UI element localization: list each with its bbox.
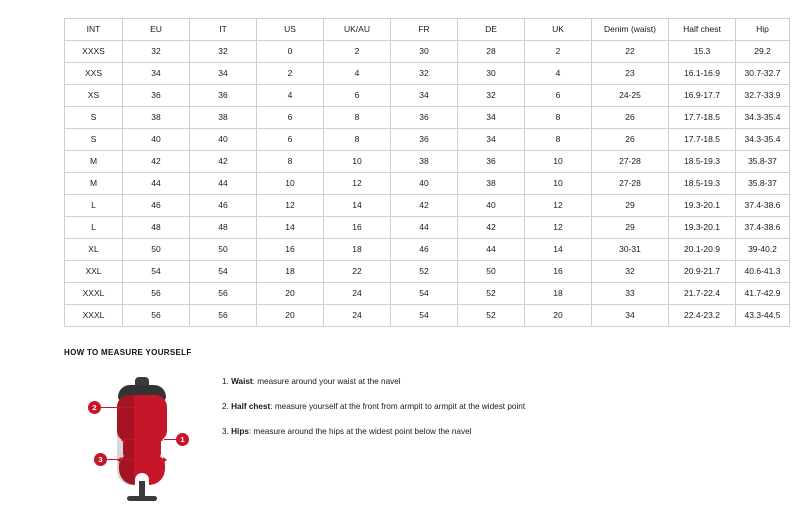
how-to-measure-title: HOW TO MEASURE YOURSELF (64, 348, 192, 357)
size-cell: 37.4-38.6 (736, 195, 790, 217)
column-header-int: INT (65, 19, 123, 41)
size-cell: 48 (123, 217, 190, 239)
size-cell: 16.9-17.7 (669, 85, 736, 107)
table-row (65, 151, 790, 173)
mannequin-stand-pole (139, 481, 145, 497)
size-cell: 28 (458, 41, 525, 63)
size-cell: 2 (324, 41, 391, 63)
size-cell-int: L (65, 195, 123, 217)
size-cell: 40.6-41.3 (736, 261, 790, 283)
size-chart-header (65, 19, 790, 41)
size-cell: 20 (257, 283, 324, 305)
measure-step-term: Half chest (231, 401, 271, 411)
size-cell: 10 (257, 173, 324, 195)
size-cell: 34.3-35.4 (736, 107, 790, 129)
size-cell: 29 (592, 217, 669, 239)
measure-step-text: : measure around your waist at the navel (252, 377, 401, 386)
size-cell: 27-28 (592, 173, 669, 195)
size-cell: 24 (324, 305, 391, 327)
size-cell: 54 (123, 261, 190, 283)
size-cell: 54 (190, 261, 257, 283)
size-cell: 40 (391, 173, 458, 195)
size-cell: 52 (391, 261, 458, 283)
size-cell: 38 (458, 173, 525, 195)
size-cell-int: XXS (65, 63, 123, 85)
how-to-measure-body (64, 367, 734, 501)
size-cell: 36 (391, 129, 458, 151)
size-cell: 40 (123, 129, 190, 151)
size-cell: 46 (190, 195, 257, 217)
size-cell: 17.7-18.5 (669, 129, 736, 151)
column-header-eu: EU (123, 19, 190, 41)
measure-step-number: 1. (222, 377, 229, 386)
column-header-it: IT (190, 19, 257, 41)
size-cell: 42 (458, 217, 525, 239)
table-row (65, 129, 790, 151)
size-cell: 22 (324, 261, 391, 283)
size-cell: 16 (324, 217, 391, 239)
size-cell-int: XL (65, 239, 123, 261)
size-cell: 35.8-37 (736, 173, 790, 195)
size-cell: 20 (525, 305, 592, 327)
size-cell: 56 (190, 283, 257, 305)
size-cell: 32 (592, 261, 669, 283)
size-chart-table-wrap (64, 18, 781, 327)
measure-step-term: Hips (231, 426, 249, 436)
size-cell: 46 (123, 195, 190, 217)
size-cell: 20 (257, 305, 324, 327)
size-cell: 16 (257, 239, 324, 261)
size-cell: 36 (391, 107, 458, 129)
table-row (65, 63, 790, 85)
size-cell: 42 (123, 151, 190, 173)
size-cell: 34 (458, 107, 525, 129)
size-cell: 36 (190, 85, 257, 107)
size-cell: 20.1-20.9 (669, 239, 736, 261)
size-cell: 38 (190, 107, 257, 129)
size-cell: 4 (257, 85, 324, 107)
size-cell-int: S (65, 129, 123, 151)
size-cell: 52 (458, 283, 525, 305)
size-cell: 43.3-44.5 (736, 305, 790, 327)
size-cell: 2 (525, 41, 592, 63)
column-header-half-chest: Half chest (669, 19, 736, 41)
size-cell: 35.8-37 (736, 151, 790, 173)
marker-2-leader-line (101, 407, 117, 408)
size-cell: 18.5-19.3 (669, 151, 736, 173)
size-cell: 8 (525, 107, 592, 129)
marker-3-leader-line (107, 459, 119, 460)
table-row (65, 107, 790, 129)
mannequin-stand-base (127, 496, 157, 501)
size-cell: 34 (391, 85, 458, 107)
size-cell: 17.7-18.5 (669, 107, 736, 129)
size-cell: 6 (257, 129, 324, 151)
table-header-row (65, 19, 790, 41)
size-cell: 34 (123, 63, 190, 85)
column-header-uk: UK (525, 19, 592, 41)
how-to-measure-section (64, 348, 734, 501)
size-cell: 12 (525, 217, 592, 239)
size-cell: 8 (525, 129, 592, 151)
size-cell: 34 (190, 63, 257, 85)
size-cell: 6 (525, 85, 592, 107)
size-cell: 48 (190, 217, 257, 239)
measure-step-number: 2. (222, 401, 229, 411)
size-cell: 12 (257, 195, 324, 217)
column-header-denim-waist: Denim (waist) (592, 19, 669, 41)
size-cell: 42 (391, 195, 458, 217)
size-cell: 24 (324, 283, 391, 305)
size-cell: 18 (257, 261, 324, 283)
size-cell: 19.3-20.1 (669, 195, 736, 217)
size-cell: 56 (190, 305, 257, 327)
size-cell: 14 (324, 195, 391, 217)
size-cell: 30 (458, 63, 525, 85)
size-cell: 6 (324, 85, 391, 107)
measure-steps-list (222, 377, 734, 452)
size-cell: 42 (190, 151, 257, 173)
table-row (65, 283, 790, 305)
size-cell: 24-25 (592, 85, 669, 107)
size-cell: 40 (190, 129, 257, 151)
size-cell: 40 (458, 195, 525, 217)
size-cell: 50 (190, 239, 257, 261)
size-cell: 12 (324, 173, 391, 195)
table-row (65, 41, 790, 63)
size-cell: 22.4-23.2 (669, 305, 736, 327)
size-cell: 18.5-19.3 (669, 173, 736, 195)
measure-step (222, 402, 734, 412)
size-cell-int: XXXL (65, 283, 123, 305)
size-cell: 38 (391, 151, 458, 173)
size-cell: 22 (592, 41, 669, 63)
size-cell: 32.7-33.9 (736, 85, 790, 107)
size-cell: 27-28 (592, 151, 669, 173)
measure-step-term: Waist (231, 377, 253, 386)
size-cell: 6 (257, 107, 324, 129)
size-cell: 2 (257, 63, 324, 85)
size-cell: 50 (458, 261, 525, 283)
waist-measure-arrow-icon (122, 439, 162, 440)
size-cell: 50 (123, 239, 190, 261)
size-cell: 16.1-16.9 (669, 63, 736, 85)
size-cell: 33 (592, 283, 669, 305)
size-cell-int: L (65, 217, 123, 239)
table-row (65, 217, 790, 239)
size-cell: 32 (391, 63, 458, 85)
size-cell: 36 (458, 151, 525, 173)
table-row (65, 85, 790, 107)
measure-step-text: : measure around the hips at the widest point below the navel (248, 426, 472, 436)
size-cell-int: S (65, 107, 123, 129)
size-cell: 18 (525, 283, 592, 305)
size-cell: 19.3-20.1 (669, 217, 736, 239)
size-cell-int: XS (65, 85, 123, 107)
size-cell: 26 (592, 129, 669, 151)
size-cell: 34 (458, 129, 525, 151)
size-cell-int: M (65, 151, 123, 173)
size-cell: 14 (525, 239, 592, 261)
size-cell: 30-31 (592, 239, 669, 261)
size-cell: 39-40.2 (736, 239, 790, 261)
size-cell-int: M (65, 173, 123, 195)
size-cell: 29.2 (736, 41, 790, 63)
table-row (65, 173, 790, 195)
size-cell: 34.3-35.4 (736, 129, 790, 151)
size-cell: 34 (592, 305, 669, 327)
size-cell: 54 (391, 305, 458, 327)
size-cell: 44 (458, 239, 525, 261)
size-cell: 12 (525, 195, 592, 217)
size-cell: 44 (391, 217, 458, 239)
marker-badge-2: 2 (88, 401, 101, 414)
table-row (65, 305, 790, 327)
size-cell: 10 (525, 151, 592, 173)
table-row (65, 239, 790, 261)
size-cell: 4 (324, 63, 391, 85)
size-cell: 8 (324, 129, 391, 151)
size-cell: 56 (123, 305, 190, 327)
size-cell: 14 (257, 217, 324, 239)
size-cell: 10 (324, 151, 391, 173)
marker-badge-1: 1 (176, 433, 189, 446)
column-header-us: US (257, 19, 324, 41)
size-cell: 8 (324, 107, 391, 129)
size-cell-int: XXXS (65, 41, 123, 63)
size-cell: 54 (391, 283, 458, 305)
size-cell: 37.4-38.6 (736, 217, 790, 239)
measure-step (222, 427, 734, 437)
size-cell: 0 (257, 41, 324, 63)
hip-measure-arrow-icon (118, 459, 166, 460)
size-cell-int: XXL (65, 261, 123, 283)
size-cell: 41.7-42.9 (736, 283, 790, 305)
size-chart-table (64, 18, 790, 327)
size-cell: 36 (123, 85, 190, 107)
size-cell: 26 (592, 107, 669, 129)
size-cell: 15.3 (669, 41, 736, 63)
column-header-hip: Hip (736, 19, 790, 41)
size-cell: 44 (190, 173, 257, 195)
size-cell: 56 (123, 283, 190, 305)
size-cell: 8 (257, 151, 324, 173)
size-cell: 32 (458, 85, 525, 107)
size-chart-body (65, 41, 790, 327)
size-cell: 30.7-32.7 (736, 63, 790, 85)
column-header-fr: FR (391, 19, 458, 41)
table-row (65, 195, 790, 217)
measure-step-text: : measure yourself at the front from armpit to armpit at the widest point (270, 401, 526, 411)
size-cell: 44 (123, 173, 190, 195)
size-cell: 32 (123, 41, 190, 63)
size-cell: 4 (525, 63, 592, 85)
size-cell: 10 (525, 173, 592, 195)
measure-step-number: 3. (222, 426, 229, 436)
size-cell: 18 (324, 239, 391, 261)
marker-badge-3: 3 (94, 453, 107, 466)
column-header-uk-au: UK/AU (324, 19, 391, 41)
size-cell: 21.7-22.4 (669, 283, 736, 305)
column-header-de: DE (458, 19, 525, 41)
size-cell: 38 (123, 107, 190, 129)
half-chest-measure-arrow-icon (118, 407, 166, 408)
size-cell: 29 (592, 195, 669, 217)
size-cell: 30 (391, 41, 458, 63)
size-cell: 16 (525, 261, 592, 283)
size-cell: 20.9-21.7 (669, 261, 736, 283)
size-cell: 23 (592, 63, 669, 85)
table-row (65, 261, 790, 283)
measure-step (222, 377, 734, 387)
size-cell: 52 (458, 305, 525, 327)
mannequin-illustration (84, 371, 204, 501)
size-cell: 32 (190, 41, 257, 63)
size-cell: 46 (391, 239, 458, 261)
size-cell-int: XXXL (65, 305, 123, 327)
